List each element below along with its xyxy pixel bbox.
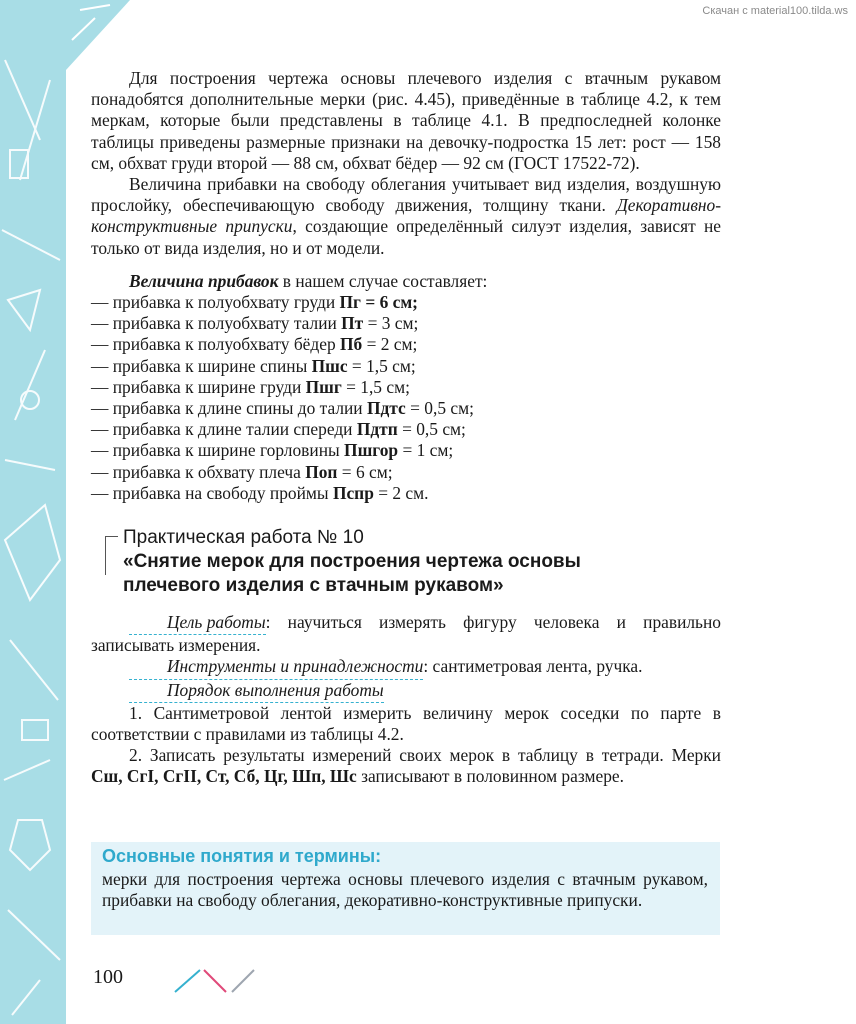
practical-work-header [91,526,721,598]
key-terms-heading: Основные понятия и термины: [102,846,382,866]
practical-work-subtitle-2: плечевого изделия с втачным рукавом» [123,575,504,597]
allowance-item: — прибавка к обхвату плеча Поп = 6 см; [91,461,393,482]
order-label: Порядок выполнения работы [129,680,384,703]
practical-work-body [91,612,721,788]
allowances-lead: Величина прибавок в нашем случае составляет: [129,270,488,291]
allowance-item: — прибавка к ширине горловины Пшгор = 1 см; [91,440,454,461]
step-2: 2. Записать результаты измерений своих мерок в таблицу в тетради. Мерки Сш, СгI, СгII, Ст, Сб, Цг, Шп, Шс записывают в половинном размере. [91,745,721,787]
allowance-item: — прибавка к полуобхвату груди Пг = 6 см; [91,292,418,313]
intro-paragraph-1: Для построения чертежа основы плечевого изделия с втачным рукавом понадобятся дополнительные мерки (рис. 4.45), приведённые в таблице 4.2, к тем меркам, которые были представлены в таблице 4.1. В предпоследней колонке таблицы приведены размерные признаки на девочку-подростка 15 лет: рост — 158 см, обхват груди второй — 88 см, обхват бёдер — 92 см (ГОСТ 17522-72). [91,68,721,173]
allowance-item: — прибавка к ширине груди Пшг = 1,5 см; [91,376,410,397]
allowance-item: — прибавка к длине талии спереди Пдтп = 0,5 см; [91,419,466,440]
intro-paragraph-2: Величина прибавки на свободу облегания учитывает вид изделия, воздушную прослойку, обеспечивающую свободу движения, толщину ткани. Декоративно-конструктивные припуски, создающие определённый силуэт изделия, зависят не только от вида изделия, но и от модели. [91,174,721,258]
allowance-item: — прибавка к ширине спины Пшс = 1,5 см; [91,355,416,376]
allowance-item: — прибавка на свободу проймы Пспр = 2 см. [91,482,429,503]
watermark: Скачан с material100.tilda.ws [702,5,848,17]
step-1: 1. Сантиметровой лентой измерить величину мерок соседки по парте в соответствии с правилами из таблицы 4.2. [91,702,721,745]
key-terms-box [91,842,720,935]
decorative-side-strip [0,0,66,1024]
page-number: 100 [93,966,123,988]
page-content [91,68,721,788]
order-paragraph [91,680,721,703]
allowance-item: — прибавка к полуобхвату талии Пт = 3 см; [91,313,419,334]
decorative-slash-marks [170,968,260,994]
goal-paragraph: Цель работы: научиться измерять фигуру человека и правильно записывать измерения. [91,612,721,656]
tools-paragraph: Инструменты и принадлежности: сантиметровая лента, ручка. [91,656,721,679]
tools-label: Инструменты и принадлежности [129,656,423,679]
practical-work-subtitle-1: «Снятие мерок для построения чертежа основы [123,551,581,573]
allowance-item: — прибавка к длине спины до талии Пдтс = 0,5 см; [91,398,474,419]
allowance-item: — прибавка к полуобхвату бёдер Пб = 2 см; [91,334,418,355]
allowances-list [91,271,721,504]
key-terms-text: мерки для построения чертежа основы плечевого изделия с втачным рукавом, прибавки на свободу облегания, декоративно-конструктивные припуски. [102,869,708,911]
practical-work-title: Практическая работа № 10 [123,527,364,549]
goal-label: Цель работы [129,612,266,635]
bracket-decoration [105,536,118,575]
